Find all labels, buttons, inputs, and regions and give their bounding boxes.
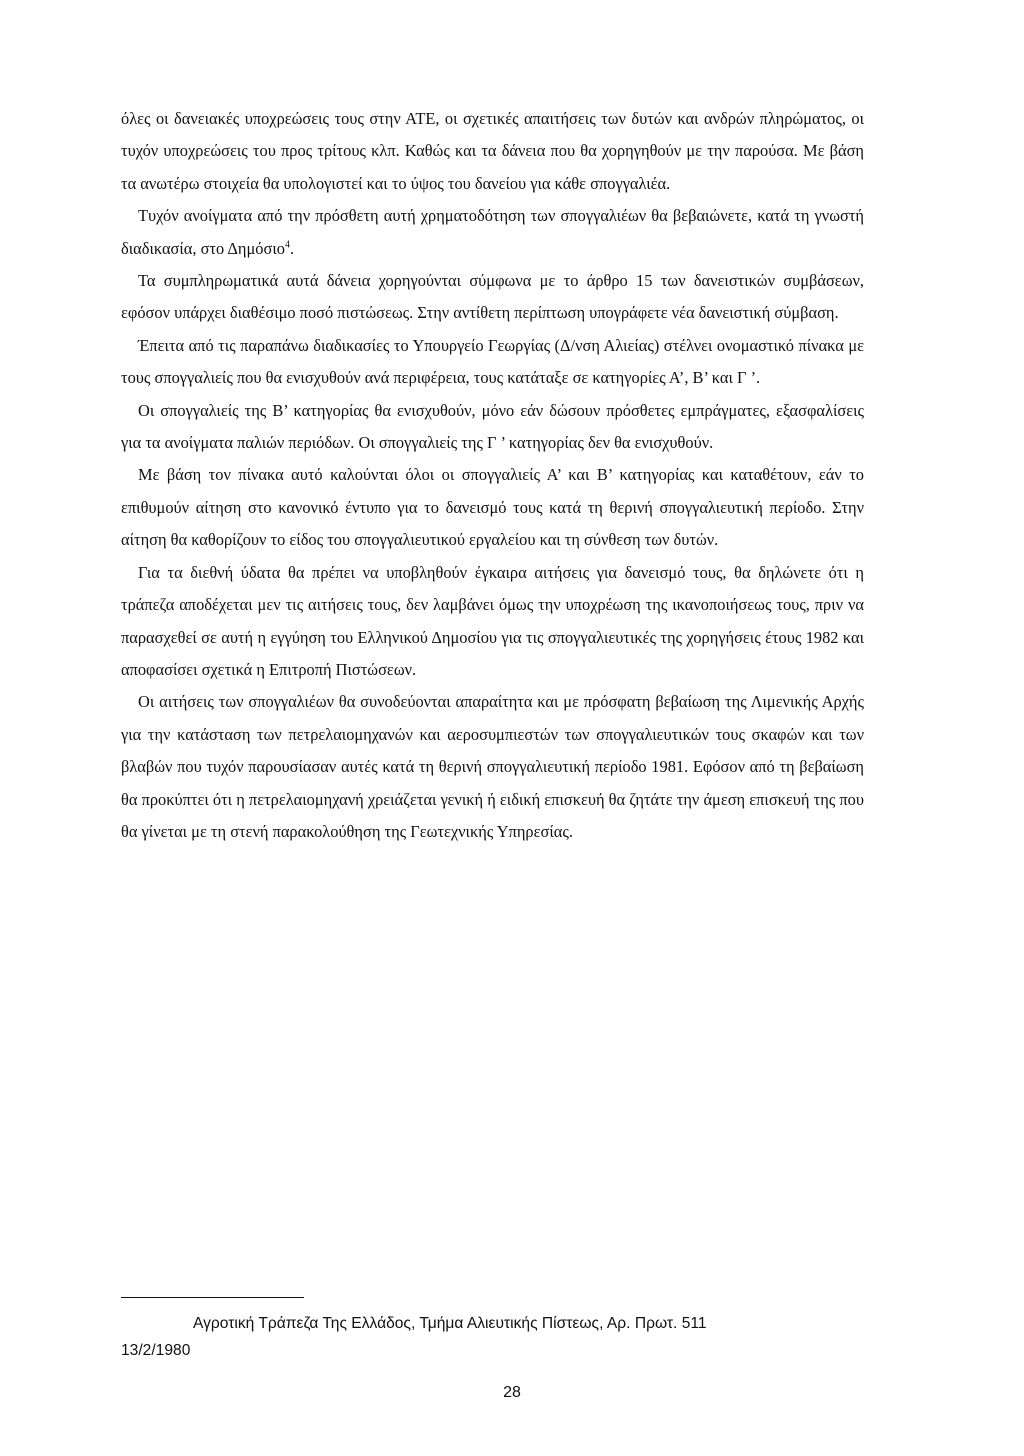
footnote-marker: 4	[284, 239, 290, 251]
paragraph-7: Για τα διεθνή ύδατα θα πρέπει να υποβληθούν έγκαιρα αιτήσεις για δανεισμό τους, θα δηλώνετε ότι η τράπεζα αποδέχεται μεν τις αιτήσεις τους, δεν λαμβάνει όμως την υποχρέωση της ικανοποιήσεως τους, πριν να παρασχεθεί σε αυτή η εγγύηση του Ελληνικού Δημοσίου για τις σπογγαλιευτικές της χορηγήσεις έτους 1982 και αποφασίσει σχετικά η Επιτροπή Πιστώσεων.	[121, 562, 864, 679]
footnote-line-1: Αγροτική Τράπεζα Της Ελλάδος, Τμήμα Αλιευτικής Πίστεως, Αρ. Πρωτ. 511	[193, 1315, 707, 1332]
paragraph-6: Με βάση τον πίνακα αυτό καλούνται όλοι οι σπογγαλιείς Α’ και Β’ κατηγορίας και καταθέτουν, εάν το επιθυμούν αίτηση στο κανονικό έντυπο για το δανεισμό τους κατά τη θερινή σπογγαλιευτική περίοδο. Στην αίτηση θα καθορίζουν το είδος του σπογγαλιευτικού εργαλείου και τη σύνθεση των δυτών.	[121, 465, 864, 550]
paragraph-5: Οι σπογγαλιείς της Β’ κατηγορίας θα ενισχυθούν, μόνο εάν δώσουν πρόσθετες εμπράγματες, εξασφαλίσεις για τα ανοίγματα παλιών περιόδων. Οι σπογγαλιείς της Γ ’ κατηγορίας δεν θα ενισχυθούν.	[121, 400, 864, 453]
page-number: 28	[503, 1384, 521, 1401]
paragraph-1: όλες οι δανειακές υποχρεώσεις τους στην ΑΤΕ, οι σχετικές απαιτήσεις των δυτών και ανδρών πληρώματος, οι τυχόν υποχρεώσεις του προς τρίτους κλπ. Καθώς και τα δάνεια που θα χορηγηθούν με την παρούσα. Με βάση τα ανωτέρω στοιχεία θα υπολογιστεί και το ύψος του δανείου για κάθε σπογγαλιέα.	[121, 109, 864, 193]
footnote-divider	[121, 1297, 304, 1298]
paragraph-2	[121, 200, 864, 265]
paragraph-3: Τα συμπληρωματικά αυτά δάνεια χορηγούνται σύμφωνα με το άρθρο 15 των δανειστικών συμβάσεων, εφόσον υπάρχει διαθέσιμο ποσό πιστώσεως. Στην αντίθετη περίπτωση υπογράφετε νέα δανειστική σύμβαση.	[121, 271, 864, 323]
paragraph-8: Οι αιτήσεις των σπογγαλιέων θα συνοδεύονται απαραίτητα και με πρόσφατη βεβαίωση της Λιμενικής Αρχής για την κατάσταση των πετρελαιομηχανών και αεροσυμπιεστών των σπογγαλιευτικών τους σκαφών και των βλαβών που τυχόν παρουσίασαν αυτές κατά τη θερινή σπογγαλιευτική περίοδο 1981. Εφόσον από τη βεβαίωση θα προκύπτει ότι η πετρελαιομηχανή χρειάζεται γενική ή ειδική επισκευή θα ζητάτε την άμεση επισκευή της που θα γίνεται με τη στενή παρακολούθηση της Γεωτεχνικής Υπηρεσίας.	[121, 692, 864, 841]
body-text	[121, 103, 864, 848]
footnote-line-2: 13/2/1980	[121, 1342, 191, 1359]
paragraph-2-text: Τυχόν ανοίγματα από την πρόσθετη αυτή χρηματοδότηση των σπογγαλιέων θα βεβαιώνετε, κατά τη γνωστή διαδικασία, στο Δημόσιο	[121, 206, 864, 258]
paragraph-2-end: .	[289, 238, 295, 258]
footnote	[121, 1310, 864, 1364]
paragraph-4: Έπειτα από τις παραπάνω διαδικασίες το Υπουργείο Γεωργίας (Δ/νση Αλιείας) στέλνει ονομαστικό πίνακα με τους σπογγαλιείς που θα ενισχυθούν ανά περιφέρεια, τους κατάταξε σε κατηγορίες Α’, Β’ και Γ ’.	[121, 335, 864, 388]
